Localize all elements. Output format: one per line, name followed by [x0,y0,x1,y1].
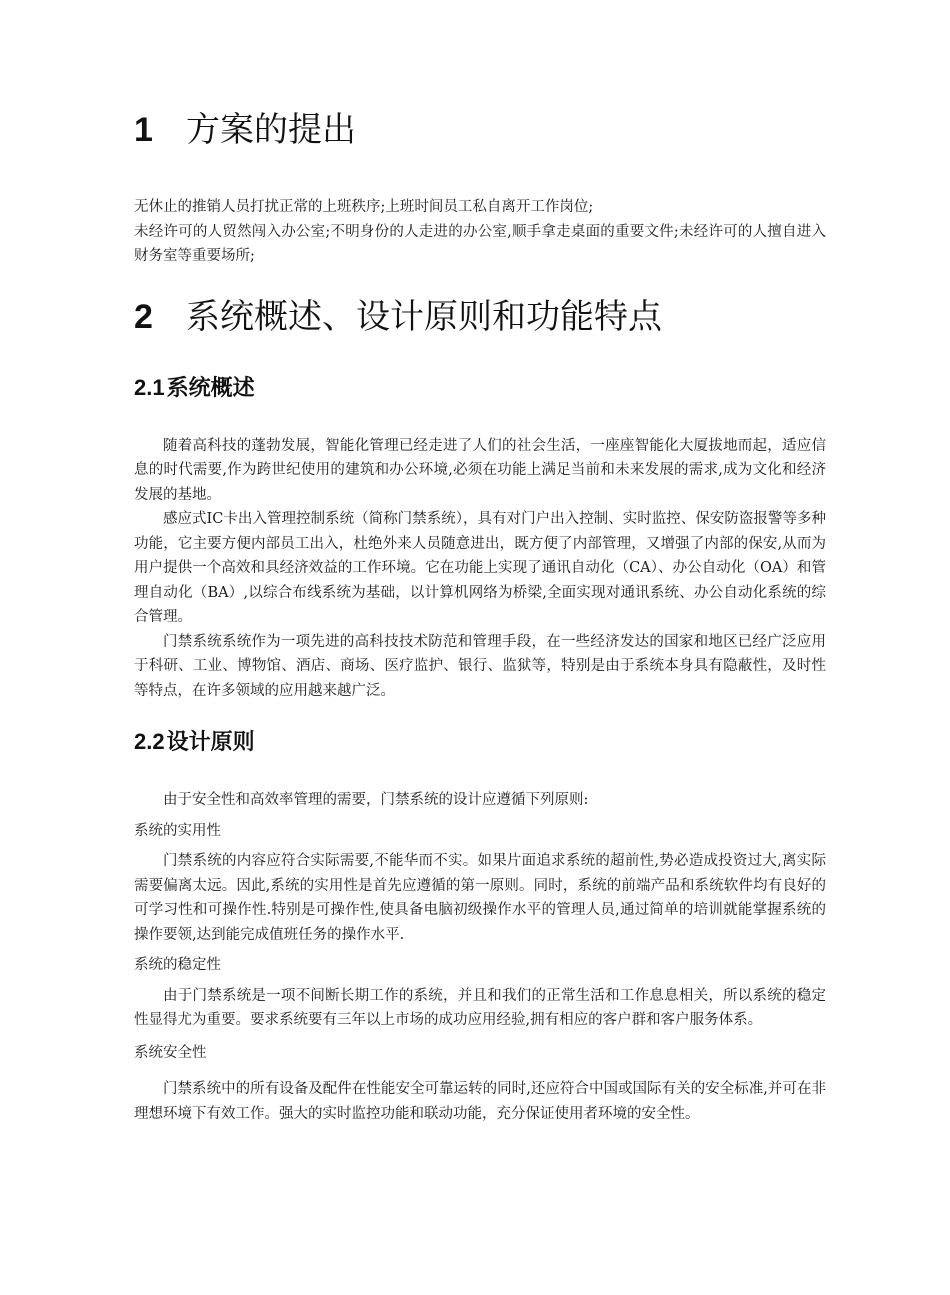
section-2-1-title: 系统概述 [166,375,255,401]
section-2-2-heading [134,727,826,758]
section-1-number: 1 [134,111,153,149]
document-content [134,108,826,1126]
section-2-number: 2 [134,297,153,336]
section-1-title: 方案的提出 [186,110,356,150]
principle-3-text: 门禁系统中的所有设备及配件在性能安全可靠运转的同时,还应符合中国或国际有关的安全标准,并可在非理想环境下有效工作。强大的实时监控功能和联动功能，充分保证使用者环境的安全性。 [134,1081,826,1122]
section-2-heading [134,295,826,339]
section-2-2-title: 设计原则 [166,730,255,755]
principle-1-label: 系统的实用性 [134,822,221,839]
principle-1-text: 门禁系统的内容应符合实际需要,不能华而不实。如果片面追求系统的超前性,势必造成投资过大,离实际需要偏离太远。因此,系统的实用性是首先应遵循的第一原则。同时，系统的前端产品和系统软件均有良好的可学习性和可操作性.特别是可操作性,使具备电脑初级操作水平的管理人员,通过简单的培训就能掌握系统的操作要领,达到能完成值班任务的操作水平. [134,853,826,943]
section-1-line-2: 未经许可的人贸然闯入办公室;不明身份的人走进的办公室,顺手拿走桌面的重要文件;未经许可的人擅自进入财务室等重要场所; [134,223,826,264]
section-2-1-heading [134,373,826,404]
principle-2-text: 由于门禁系统是一项不间断长期工作的系统，并且和我们的正常生活和工作息息相关，所以系统的稳定性显得尤为重要。要求系统要有三年以上市场的成功应用经验,拥有相应的客户群和客户服务体系。 [134,987,826,1028]
section-2-1-paragraph-2: 感应式IC卡出入管理控制系统（简称门禁系统），具有对门户出入控制、实时监控、保安防盗报警等多种功能，它主要方便内部员工出入，杜绝外来人员随意进出，既方便了内部管理，又增强了内部的保安,从而为用户提供一个高效和具经济效益的工作环境。它在功能上实现了通讯自动化（CA）、办公自动化（OA）和管理自动化（BA）,以综合布线系统为基础，以计算机网络为桥梁,全面实现对通讯系统、办公自动化系统的综合管理。 [134,511,826,625]
principle-3-label: 系统安全性 [134,1044,207,1061]
principle-2-label: 系统的稳定性 [134,957,221,973]
section-2-1-paragraph-1: 随着高科技的蓬勃发展，智能化管理已经走进了人们的社会生活，一座座智能化大厦拔地而起，适应信息的时代需要,作为跨世纪使用的建筑和办公环境,必须在功能上满足当前和未来发展的需求,成为文化和经济发展的基地。 [134,437,826,503]
section-2-1-number: 2.1 [134,374,165,400]
section-2-2-intro: 由于安全性和高效率管理的需要，门禁系统的设计应遵循下列原则: [163,792,589,808]
section-1-heading [134,108,826,152]
section-2-1-paragraph-3: 门禁系统系统作为一项先进的高科技技术防范和管理手段，在一些经济发达的国家和地区已经广泛应用于科研、工业、博物馆、酒店、商场、医疗监护、银行、监狱等，特别是由于系统本身具有隐蔽性，及时性等特点，在许多领域的应用越来越广泛。 [134,633,826,699]
section-2-2-number: 2.2 [134,729,165,754]
section-1-line-1: 无休止的推销人员打扰正常的上班秩序;上班时间员工私自离开工作岗位; [134,199,594,215]
section-2-title: 系统概述、设计原则和功能特点 [186,296,662,337]
